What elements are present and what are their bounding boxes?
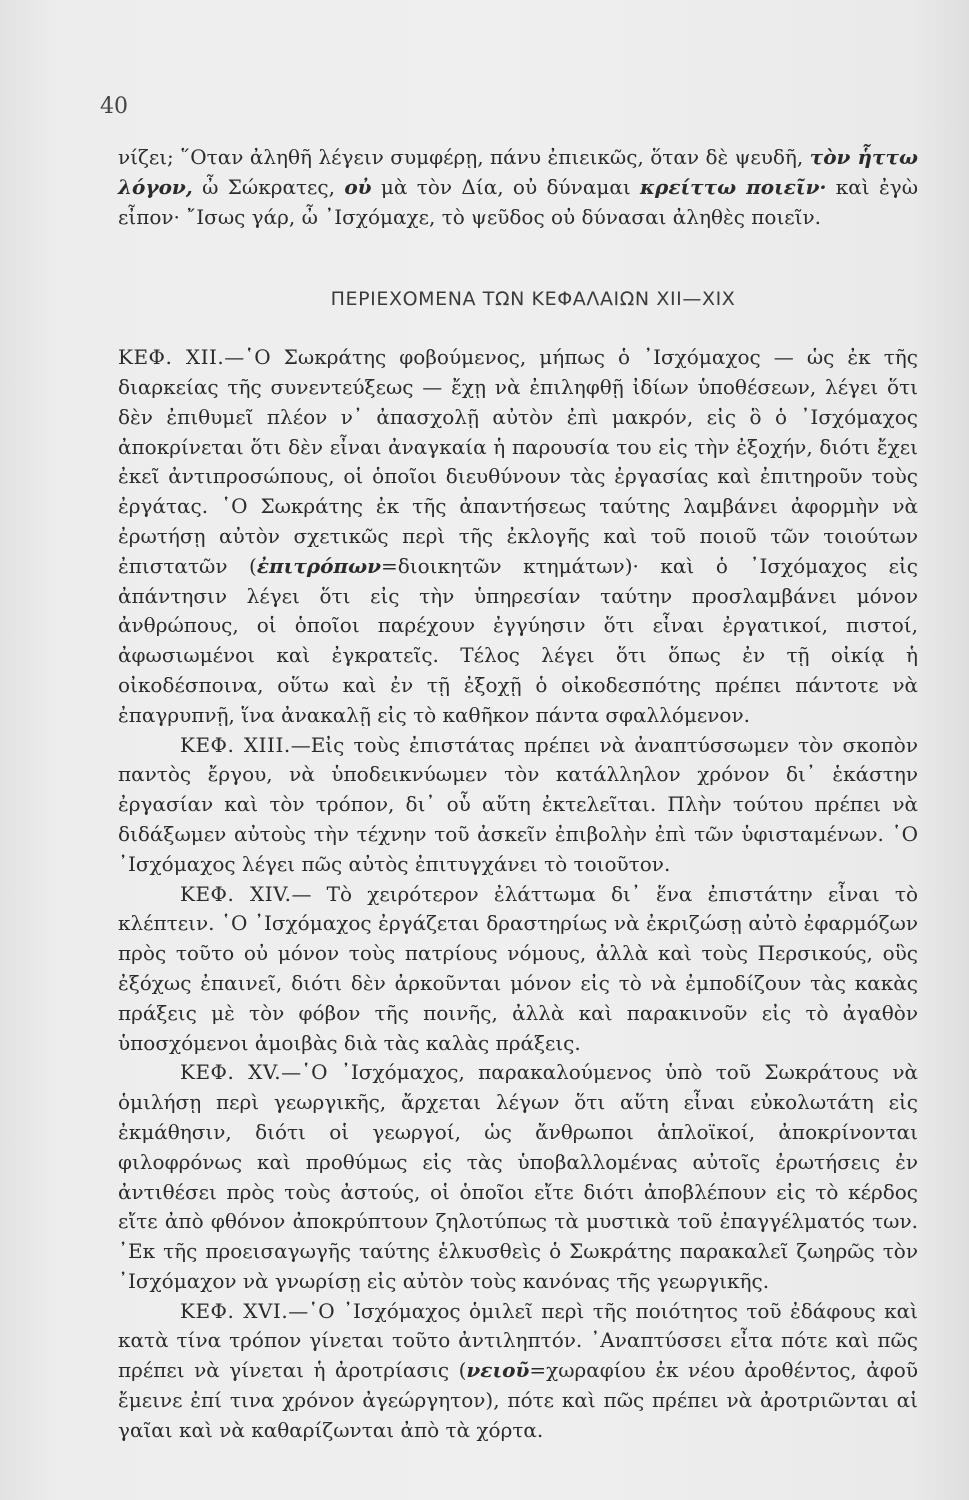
intro-paragraph — [118, 143, 918, 232]
chapter-text-cont: =χωραφίου ἐκ νέου ἀροθέντος, ἀφοῦ ἔμεινε ἐπί τινα χρόνον ἀγεώργητον), πότε καὶ πῶς πρέπει νὰ ἀροτριῶνται αἱ γαῖαι καὶ νὰ καθαρίζωνται ἀπὸ τὰ χόρτα. — [118, 1358, 918, 1442]
chapter-text: —Εἰς τοὺς ἐπιστάτας πρέπει νὰ ἀναπτύσσωμεν τὸν σκοπὸν παντὸς ἔργου, νὰ ὑποδεικνύωμεν τὸν κατάλληλον χρόνον δι᾿ ἑκάστην ἐργασίαν καὶ τὸν τρόπον, δι᾿ οὗ αὕτη ἐκτελεῖται. Πλὴν τούτου πρέπει νὰ διδάξωμεν αὐτοὺς τὴν τέχνην τοῦ ἀσκεῖν ἐπιβολὴν ἐπὶ τῶν ὑφισταμένων. ῾Ο ᾿Ισχόμαχος λέγει πῶς αὐτὸς ἐπιτυγχάνει τὸ τοιοῦτον. — [118, 732, 918, 876]
chapter-label: ΚΕΦ. XII. — [118, 345, 225, 370]
page-number: 40 — [100, 94, 128, 119]
chapter-paragraph-xiv — [118, 880, 918, 1059]
intro-mid-2: μὰ τὸν Δία, οὐ δύναμαι — [371, 174, 641, 199]
chapter-label: ΚΕΦ. XV. — [180, 1060, 282, 1085]
intro-bold-phrase-3: κρείττω ποιεῖν· — [640, 174, 827, 199]
section-heading: ΠΕΡΙΕΧΟΜΕΝΑ ΤΩΝ ΚΕΦΑΛΑΙΩΝ XII—XIX — [330, 288, 736, 311]
intro-bold-phrase-2: οὐ — [344, 174, 372, 199]
chapter-text-cont: =διοικητῶν κτημάτων)· καὶ ὁ ᾿Ισχόμαχος εἰς ἀπάντησιν λέγει ὅτι εἰς τὴν ὑπηρεσίαν ταύτην προσλαμβάνει μόνον ἀνθρώπους, οἱ ὁποῖοι παρέχουν ἐγγύησιν ὅτι εἶναι ἐργατικοί, πιστοί, ἀφωσιωμένοι καὶ ἐγκρατεῖς. Τέλος λέγει ὅτι ὅπως ἐν τῇ οἰκίᾳ ἡ οἰκοδέσποινα, οὕτω καὶ ἐν τῇ ἐξοχῇ ὁ οἰκοδεσπότης πρέπει πάντοτε νὰ ἐπαγρυπνῇ, ἵνα ἀνακαλῇ εἰς τὸ καθῆκον πάντα σφαλλόμενον. — [118, 553, 919, 727]
chapter-label: ΚΕΦ. XIII. — [180, 732, 291, 757]
chapter-paragraph-xiii — [118, 731, 918, 880]
intro-lead: νίζει; ῞Οταν ἀληθῆ λέγειν συμφέρῃ, πάνυ ἐπιεικῶς, ὅταν δὲ ψευδῆ, — [118, 145, 810, 169]
intro-bold-phrase-1: τὸν ἧττω λόγον, — [118, 145, 918, 199]
chapter-bold-term: νειοῦ — [466, 1358, 530, 1383]
intro-mid-1: ὦ Σώκρατες, — [192, 174, 345, 199]
intro-tail: καὶ ἐγὼ εἶπον· ῎Ισως γάρ, ὦ ᾿Ισχόμαχε, τὸ ψεῦδος οὐ δύνασαι ἀληθὲς ποιεῖν. — [118, 174, 918, 229]
chapter-text: —῾Ο Σωκράτης φοβούμενος, μήπως ὁ ᾿Ισχόμαχος — ὡς ἐκ τῆς διαρκείας τῆς συνεντεύξεως — ἔχῃ νὰ ἐπιληφθῇ ἰδίων ὑποθέσεων, λέγει ὅτι δὲν ἐπιθυμεῖ πλέον ν᾿ ἀπασχολῇ αὐτὸν ἐπὶ μακρόν, εἰς ὃ ὁ ᾿Ισχόμαχος ἀποκρίνεται ὅτι δὲν εἶναι ἀναγκαία ἡ παρουσία του εἰς τὴν ἐξοχήν, διότι ἔχει ἐκεῖ ἀντιπροσώπους, οἱ ὁποῖοι διευθύνουν τὰς ἐργασίας καὶ ἐπιτηροῦν τοὺς ἐργάτας. ῾Ο Σωκράτης ἐκ τῆς ἀπαντήσεως ταύτης λαμβάνει ἀφορμὴν νὰ ἐρωτήσῃ αὐτὸν σχετικῶς περὶ τῆς ἐκλογῆς καὶ τοῦ ποιοῦ τῶν τοιούτων ἐπιστατῶν ( — [118, 345, 918, 578]
chapter-text: —῾Ο ᾿Ισχόμαχος ὁμιλεῖ περὶ τῆς ποιότητος τοῦ ἐδάφους καὶ κατὰ τίνα τρόπον γίνεται τοῦτο ἀντιληπτόν. ᾿Αναπτύσσει εἶτα πότε καὶ πῶς πρέπει νὰ γίνεται ἡ ἀροτρίασις ( — [118, 1298, 919, 1383]
chapter-label: ΚΕΦ. XIV. — [180, 881, 292, 906]
chapter-paragraph-xii — [118, 343, 918, 730]
chapter-paragraph-xvi — [118, 1297, 918, 1446]
chapter-bold-term: ἐπιτρόπων — [256, 553, 381, 578]
page-body — [118, 143, 918, 1446]
chapter-paragraph-xv — [118, 1058, 918, 1296]
chapter-text: — Τὸ χειρότερον ἐλάττωμα δι᾿ ἕνα ἐπιστάτην εἶναι τὸ κλέπτειν. ῾Ο ᾿Ισχόμαχος ἐργάζεται δραστηρίως νὰ ἐκριζώσῃ αὐτὸ ἐφαρμόζων πρὸς τοῦτο οὐ μόνον τοὺς πατρίους νόμους, ἀλλὰ καὶ τοὺς Περσικούς, οὓς ἐξόχως ἐπαινεῖ, διότι δὲν ἀρκοῦνται μόνον εἰς τὸ νὰ ἐμποδίζουν τὰς κακὰς πράξεις μὲ τὸν φόβον τῆς ποινῆς, ἀλλὰ καὶ παρακινοῦν εἰς τὸ ἀγαθὸν ὑποσχόμενοι ἀμοιβὰς διὰ τὰς καλὰς πράξεις. — [118, 881, 918, 1055]
chapter-text: —῾Ο ᾿Ισχόμαχος, παρακαλούμενος ὑπὸ τοῦ Σωκράτους νὰ ὁμιλήσῃ περὶ γεωργικῆς, ἄρχεται λέγων ὅτι αὕτη εἶναι εὐκολωτάτη εἰς ἐκμάθησιν, διότι οἱ γεωργοί, ὡς ἄνθρωποι ἁπλοϊκοί, ἀποκρίνονται φιλοφρόνως καὶ προθύμως εἰς τὰς ὑποβαλλομένας αὐτοῖς ἐρωτήσεις ἐν ἀντιθέσει πρὸς τοὺς ἀστούς, οἱ ὁποῖοι εἴτε διότι ἀποβλέπουν εἰς τὸ κέρδος εἴτε ἀπὸ φθόνον ἀποκρύπτουν ζηλοτύπως τὰ μυστικὰ τοῦ ἐπαγγέλματός των. ᾿Εκ τῆς προεισαγωγῆς ταύτης ἑλκυσθεὶς ὁ Σωκράτης παρακαλεῖ ζωηρῶς τὸν ᾿Ισχόμαχον νὰ γνωρίσῃ εἰς αὐτὸν τοὺς κανόνας τῆς γεωργικῆς. — [118, 1060, 918, 1293]
chapter-label: ΚΕΦ. XVI. — [180, 1298, 289, 1323]
